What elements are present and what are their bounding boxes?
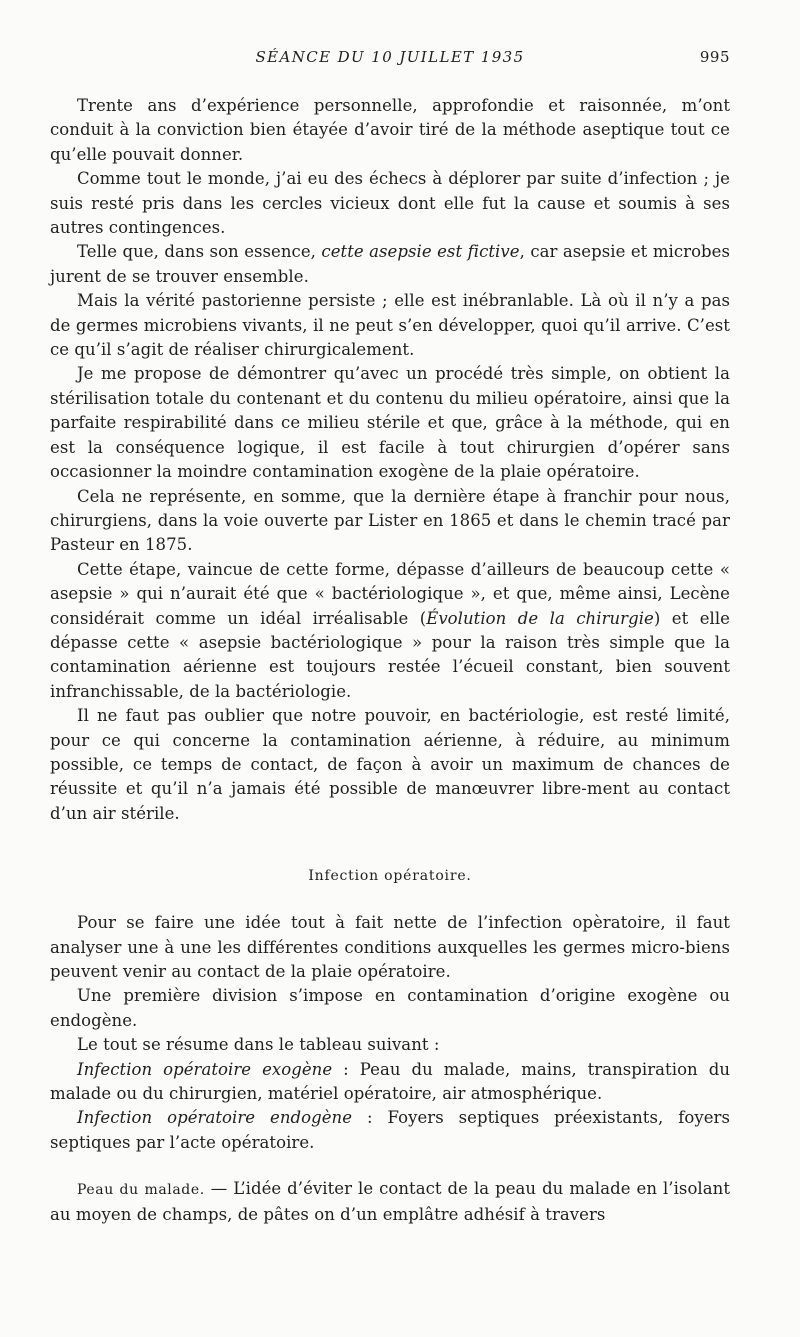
paragraph-text: : Foyers septiques préexistants, foyers septiques par l’acte opératoire. <box>50 1108 730 1152</box>
emphasis-text: cette asepsie est fictive <box>321 242 520 262</box>
paragraph: Une première division s’impose en contamination d’origine exogène ou endogène. <box>50 986 730 1030</box>
page-number: 995 <box>699 48 730 66</box>
paragraph: Il ne faut pas oublier que notre pouvoir, en bactériologie, est resté limité, pour ce qui concerne la contamination aérienne, à réduire, au minimum possible, ce temps de contact, de façon à avoir un maximum de chances de réussite et qu’il n’a jamais été possible de manœuvrer libre-ment au contact d’un air stérile. <box>50 706 730 823</box>
paragraph <box>50 1177 730 1227</box>
paragraph: Cela ne représente, en somme, que la dernière étape à franchir pour nous, chirurgiens, dans la voie ouverte par Lister en 1865 et dans le chemin tracé par Pasteur en 1875. <box>50 486 730 555</box>
paragraph: Je me propose de démontrer qu’avec un procédé très simple, on obtient la stérilisation totale du contenant et du contenu du milieu opératoire, ainsi que la parfaite respirabilité dans ce milieu stérile et que, grâce à la méthode, qui en est la conséquence logique, il est facile à tout chirurgien d’opérer sans occasionner la moindre contamination exogène de la plaie opératoire. <box>50 364 730 482</box>
paragraph-text: : Peau du malade, mains, transpiration du malade ou du chirurgien, matériel opératoire, air atmosphérique. <box>50 1059 730 1104</box>
paragraph: Le tout se résume dans le tableau suivant : <box>77 1035 440 1055</box>
emphasis-text: Infection opératoire endogène <box>77 1108 353 1128</box>
body-text <box>50 94 730 1227</box>
running-head <box>50 48 730 74</box>
paragraph-text: ) et elle dépasse cette « asepsie bactériologique » pour la raison très simple que la contamination aérienne est toujours restée l’écueil constant, bien souvent infranchissable, de la bactériologie. <box>50 608 730 701</box>
paragraph <box>50 1058 730 1107</box>
paragraph: Trente ans d’expérience personnelle, approfondie et raisonnée, m’ont conduit à la conviction bien étayée d’avoir tiré de la méthode aseptique tout ce qu’elle pouvait donner. <box>50 96 730 164</box>
paragraph: Comme tout le monde, j’ai eu des échecs à déplorer par suite d’infection ; je suis resté pris dans les cercles vicieux dont elle fut la cause et soumis à ses autres contingences. <box>50 169 730 238</box>
book-page <box>50 48 730 1227</box>
paragraph: Mais la vérité pastorienne persiste ; elle est inébranlable. Là où il n’y a pas de germes microbiens vivants, il ne peut s’en développer, quoi qu’il arrive. C’est ce qu’il s’agit de réaliser chirurgicalement. <box>50 291 730 360</box>
paragraph <box>50 1106 730 1155</box>
paragraph: Pour se faire une idée tout à fait nette de l’infection opèratoire, il faut analyser une à une les différentes conditions auxquelles les germes micro-biens peuvent venir au contact de la plaie opératoire. <box>50 913 730 981</box>
subsection-title: Peau du malade. <box>77 1182 205 1199</box>
paragraph-text: Cette étape, vaincue de cette forme, dépasse d’ailleurs de beaucoup cette « asepsie » qui n’aurait été que « bactériologique », et que, même ainsi, Lecène considérait comme un idéal irréalisable ( <box>50 559 730 628</box>
section-heading: Infection opératoire. <box>308 868 472 885</box>
paragraph-text: Telle que, dans son essence, <box>77 242 322 262</box>
paragraph <box>50 558 730 704</box>
paragraph <box>50 240 730 289</box>
paragraph-text: , car asepsie et microbes jurent de se trouver ensemble. <box>50 242 731 286</box>
running-title: SÉANCE DU 10 JUILLET 1935 <box>255 48 525 66</box>
paragraph-text: — L’idée d’éviter le contact de la peau du malade en l’isolant au moyen de champs, de pâtes on d’un emplâtre adhésif à travers <box>50 1179 730 1224</box>
emphasis-text: Infection opératoire exogène <box>77 1059 333 1079</box>
emphasis-text: Évolution de la chirurgie <box>426 608 654 628</box>
